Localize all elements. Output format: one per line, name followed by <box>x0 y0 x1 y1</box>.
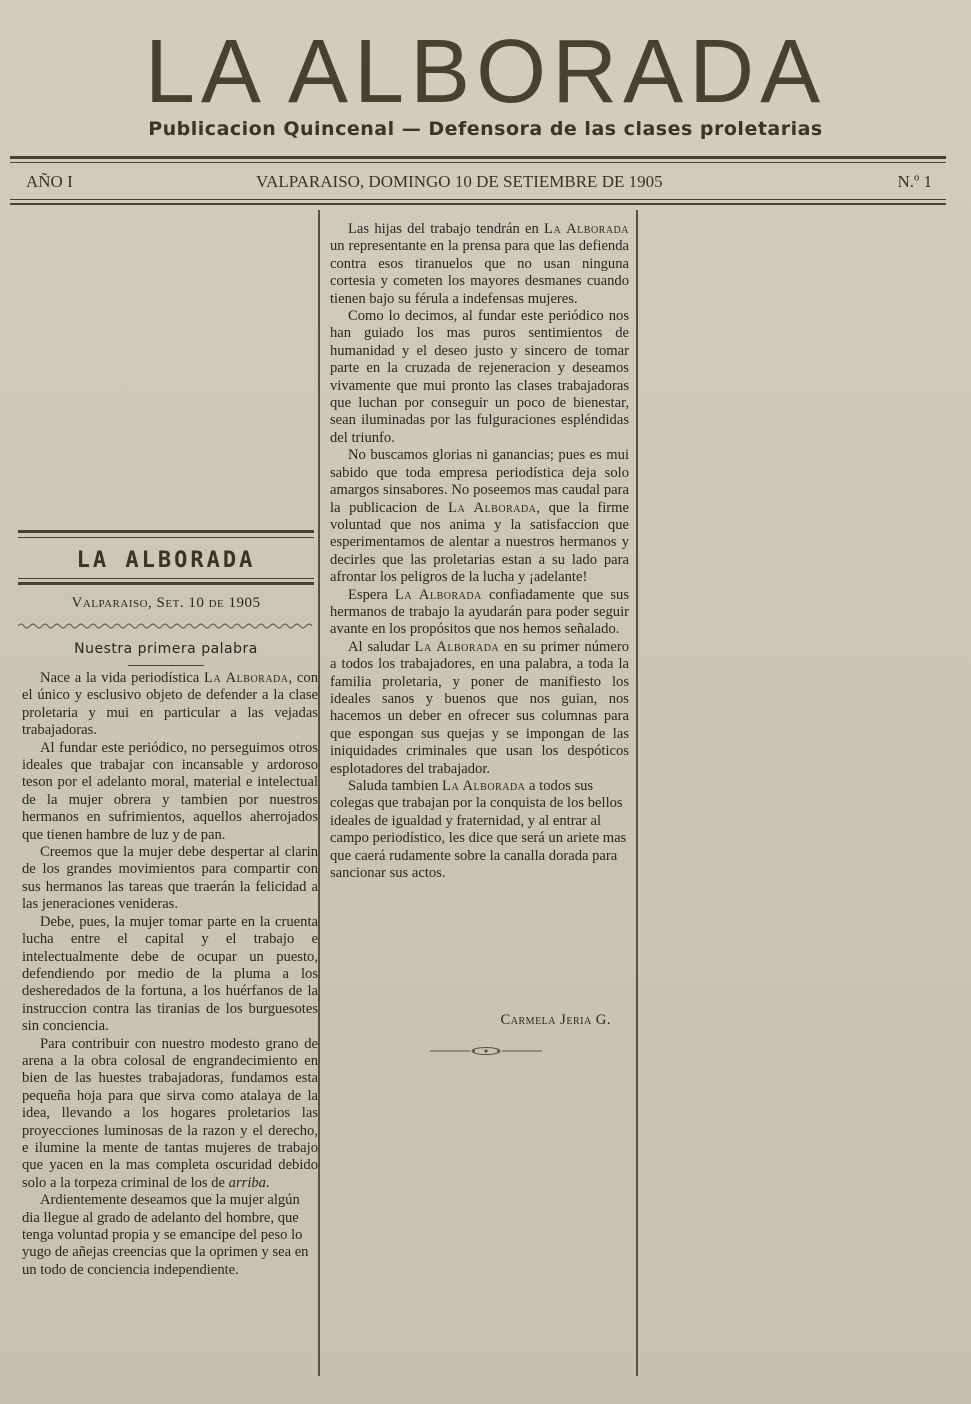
editorial-heading: Nuestra primera palabra <box>74 641 258 657</box>
col1-paragraph-3: Creemos que la mujer debe despertar al clarin de los grandes movimientos para compartir con sus hermanos las tareas que traerán la felicidad a las jeneraciones venideras. <box>22 844 318 913</box>
column-left-text <box>22 670 318 1279</box>
column-middle-text <box>330 221 629 882</box>
wavy-divider <box>18 622 314 630</box>
box-rule-bottom-thin <box>18 578 314 579</box>
col1-paragraph-5: Para contribuir con nuestro modesto grano de arena a la obra colosal de engrandecimiento en bien de las huestes trabajadoras, fundamos esta pequeña hoja para que sirva como atalaya de la idea, llevando a los hogares proletarios las proyecciones luminosas de la razon y el derecho, e ilumine la mente de tantas mujeres de trabajo que yacen en la mas completa oscuridad debido solo a la torpeza criminal de los de arriba. <box>22 1035 318 1191</box>
col2-paragraph-3: No buscamos glorias ni ganancias; pues es mui sabido que toda empresa periodística deja solo amargos sinsabores. No poseemos mas caudal para la publicacion de La Alborada, que la firme voluntad que nos anima y la satisfaccion que esperimentamos de alentar a nuestros hermanos y decirles que las proletarias estan a su lado para afrontar los peligros de la lucha y ¡adelante! <box>330 447 629 586</box>
box-rule-bottom-thick <box>18 582 314 585</box>
col2-paragraph-1: Las hijas del trabajo tendrán en La Alborada un representante en la prensa para que las defienda contra esos tiranuelos que no usan ninguna cortesia y cometen los mayores desmanes cuando tienen bajo su férula a indefensas mujeres. <box>330 221 630 307</box>
editorial-box-date <box>18 595 314 612</box>
box-rule-top-thick <box>18 530 314 533</box>
top-rule-thick <box>10 156 946 159</box>
col2-paragraph-2: Como lo decimos, al fundar este periódico nos han guiado los mas puros sentimientos de humanidad y el deseo justo y sincero de tomar parte en la cruzada de rejeneracion y deseamos vivamente que mui pronto las clases trabajadoras que luchan por conseguir un poco de bienestar, sean iluminadas por las fulguraciones espléndidas del triunfo. <box>330 308 629 446</box>
signature-text: Carmela Jeria G. <box>500 1012 611 1028</box>
editorial-box-title: LA ALBORADA <box>76 548 256 573</box>
author-signature <box>330 1012 629 1029</box>
col1-paragraph-1: Nace a la vida periodística La Alborada, con el único y esclusivo objeto de defender a la clase proletaria y mui en particular a las vejadas trabajadoras. <box>22 670 319 739</box>
col2-paragraph-5: Al saludar La Alborada en su primer número a todos los trabajadores, en una palabra, a toda la familia proletaria, y poner de manifiesto los ideales sanos y buenos que nos guian, nos hacemos un deber en ofrecer sus columnas para que espongan sus quejas y se impongan de las iniquidades criminales que usan los despóticos esplotadores del trabajador. <box>330 638 629 777</box>
col1-paragraph-4: Debe, pues, la mujer tomar parte en la cruenta lucha entre el capital y el trabajo e intelectualmente debe de ocupar un puesto, defendiendo por medio de la pluma a los desheredados de la fortuna, a los huérfanos de la instruccion contra las tiranias de los burguesotes sin conciencia. <box>22 913 318 1035</box>
col1-paragraph-6: Ardientemente deseamos que la mujer algún dia llegue al grado de adelanto del hombre, que tenga voluntad propia y se emancipe del peso lo yugo de añejas creencias que la oprimen y sea en un todo de conciencia independiente. <box>22 1192 309 1278</box>
box-rule-top-thin <box>18 537 314 538</box>
issue-year: AÑO I <box>26 172 73 191</box>
ornament-divider-icon <box>430 1046 542 1056</box>
column-divider-left <box>318 210 320 1376</box>
issue-bar <box>26 172 932 194</box>
issue-dateline: VALPARAISO, DOMINGO 10 DE SETIEMBRE DE 1905 <box>256 172 663 191</box>
editorial-date-text: Valparaiso, Set. 10 de 1905 <box>71 595 261 611</box>
col1-paragraph-2: Al fundar este periódico, no perseguimos otros ideales que trabajar con incansable y ardoroso teson por el adelanto moral, material e intelectual de la mujer obrera y tambien por nuestros hermanos en sufrimientos, aquellos aherrojados que tienen hambre de luz y de pan. <box>22 739 318 843</box>
infobar-rule-thin <box>10 199 946 200</box>
infobar-rule-thick <box>10 203 946 205</box>
masthead-subtitle: Publicacion Quincenal — Defensora de las clases proletarias <box>148 118 823 140</box>
masthead-title: LA ALBORADA <box>144 22 827 122</box>
heading-underline <box>128 665 204 666</box>
col2-paragraph-4: Espera La Alborada confiadamente que sus hermanos de trabajo la ayudarán para poder seguir avante en los propósitos que nos hemos señalado. <box>330 586 630 638</box>
col2-paragraph-6: Saluda tambien La Alborada a todos sus colegas que trabajan por la conquista de los bellos ideales de igualdad y fraternidad, y al entrar al campo periodístico, les dice que será un ariete mas que caerá rudamente sobre la canalla dorada para sancionar sus actos. <box>330 778 627 882</box>
column-divider-right <box>636 210 638 1376</box>
top-rule-thin <box>10 162 946 163</box>
issue-number: N.º 1 <box>897 172 932 191</box>
